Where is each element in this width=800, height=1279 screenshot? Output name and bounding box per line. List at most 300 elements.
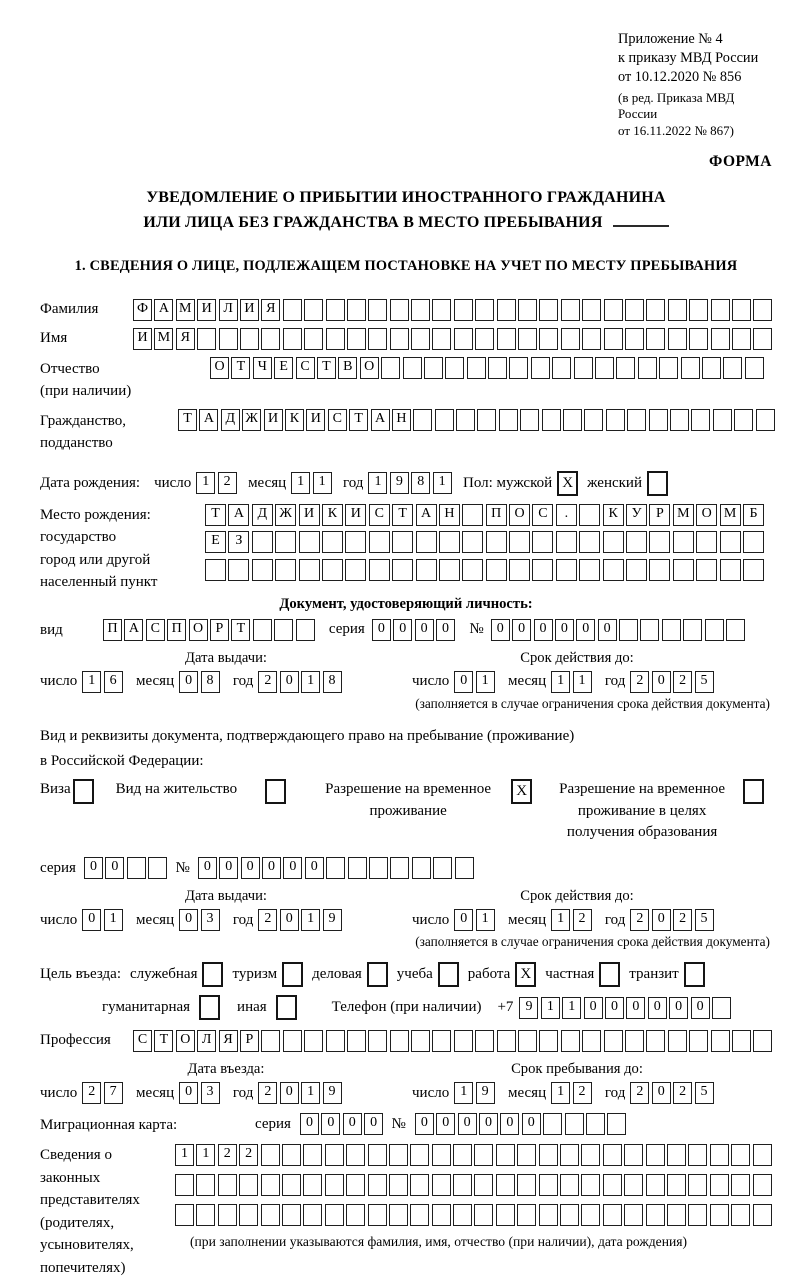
char-box[interactable]: 0 xyxy=(179,671,198,693)
char-box[interactable]: 1 xyxy=(104,909,123,931)
char-box[interactable] xyxy=(253,619,272,641)
char-box[interactable]: 2 xyxy=(673,1082,692,1104)
char-box[interactable]: К xyxy=(322,504,343,526)
char-box[interactable] xyxy=(299,531,320,553)
char-box[interactable]: 9 xyxy=(476,1082,495,1104)
purpose-study-checkbox[interactable] xyxy=(438,962,459,987)
char-box[interactable]: Б xyxy=(743,504,764,526)
char-box[interactable] xyxy=(453,1204,472,1226)
char-box[interactable] xyxy=(486,559,507,581)
char-box[interactable]: 9 xyxy=(323,909,342,931)
char-box[interactable] xyxy=(475,1030,494,1052)
char-box[interactable] xyxy=(668,299,687,321)
char-box[interactable] xyxy=(240,328,259,350)
char-box[interactable] xyxy=(556,559,577,581)
char-box[interactable] xyxy=(455,857,474,879)
purpose-tourism-checkbox[interactable] xyxy=(282,962,303,987)
char-box[interactable]: Я xyxy=(176,328,195,350)
char-box[interactable] xyxy=(711,299,730,321)
char-box[interactable] xyxy=(403,357,422,379)
char-box[interactable] xyxy=(475,299,494,321)
char-box[interactable] xyxy=(627,409,646,431)
char-box[interactable]: 0 xyxy=(534,619,553,641)
char-box[interactable] xyxy=(432,299,451,321)
char-box[interactable] xyxy=(368,328,387,350)
char-box[interactable] xyxy=(604,328,623,350)
char-box[interactable] xyxy=(681,357,700,379)
char-box[interactable] xyxy=(649,559,670,581)
char-box[interactable] xyxy=(649,531,670,553)
char-box[interactable] xyxy=(753,1204,772,1226)
char-box[interactable]: О xyxy=(210,357,229,379)
char-box[interactable] xyxy=(432,328,451,350)
char-box[interactable] xyxy=(239,1204,258,1226)
char-box[interactable]: 1 xyxy=(551,909,570,931)
char-box[interactable] xyxy=(756,409,775,431)
char-box[interactable] xyxy=(705,619,724,641)
char-box[interactable] xyxy=(175,1174,194,1196)
char-box[interactable] xyxy=(753,1174,772,1196)
char-box[interactable] xyxy=(668,328,687,350)
char-box[interactable]: Т xyxy=(392,504,413,526)
char-box[interactable]: 0 xyxy=(82,909,101,931)
char-box[interactable]: Е xyxy=(205,531,226,553)
char-box[interactable] xyxy=(542,409,561,431)
char-box[interactable] xyxy=(326,1030,345,1052)
char-box[interactable] xyxy=(389,1174,408,1196)
char-box[interactable]: У xyxy=(626,504,647,526)
char-box[interactable] xyxy=(517,1204,536,1226)
char-box[interactable] xyxy=(581,1204,600,1226)
char-box[interactable] xyxy=(689,299,708,321)
char-box[interactable] xyxy=(296,619,315,641)
char-box[interactable] xyxy=(368,299,387,321)
char-box[interactable] xyxy=(743,559,764,581)
char-box[interactable]: 0 xyxy=(283,857,302,879)
char-box[interactable] xyxy=(497,299,516,321)
char-box[interactable] xyxy=(625,1030,644,1052)
char-box[interactable]: 6 xyxy=(104,671,123,693)
char-box[interactable] xyxy=(539,1204,558,1226)
char-box[interactable]: 0 xyxy=(393,619,412,641)
char-box[interactable] xyxy=(416,531,437,553)
char-box[interactable]: 9 xyxy=(519,997,538,1019)
char-box[interactable] xyxy=(228,559,249,581)
char-box[interactable] xyxy=(432,1174,451,1196)
char-box[interactable] xyxy=(304,1030,323,1052)
char-box[interactable] xyxy=(625,328,644,350)
char-box[interactable]: Т xyxy=(231,619,250,641)
char-box[interactable] xyxy=(581,1174,600,1196)
char-box[interactable] xyxy=(304,299,323,321)
char-box[interactable]: 1 xyxy=(175,1144,194,1166)
char-box[interactable]: 2 xyxy=(82,1082,101,1104)
char-box[interactable] xyxy=(732,328,751,350)
char-box[interactable] xyxy=(710,1174,729,1196)
char-box[interactable] xyxy=(734,409,753,431)
char-box[interactable]: 0 xyxy=(576,619,595,641)
char-box[interactable] xyxy=(497,1030,516,1052)
char-box[interactable]: 0 xyxy=(605,997,624,1019)
char-box[interactable] xyxy=(595,357,614,379)
char-box[interactable]: П xyxy=(486,504,507,526)
char-box[interactable] xyxy=(579,531,600,553)
char-box[interactable]: С xyxy=(146,619,165,641)
char-box[interactable] xyxy=(299,559,320,581)
char-box[interactable]: О xyxy=(360,357,379,379)
char-box[interactable] xyxy=(688,1204,707,1226)
char-box[interactable] xyxy=(413,409,432,431)
char-box[interactable]: Л xyxy=(219,299,238,321)
char-box[interactable]: 0 xyxy=(669,997,688,1019)
char-box[interactable] xyxy=(456,409,475,431)
char-box[interactable] xyxy=(720,559,741,581)
char-box[interactable]: 1 xyxy=(82,671,101,693)
char-box[interactable] xyxy=(346,1204,365,1226)
char-box[interactable] xyxy=(732,1030,751,1052)
char-box[interactable] xyxy=(261,328,280,350)
char-box[interactable]: В xyxy=(338,357,357,379)
char-box[interactable] xyxy=(560,1204,579,1226)
char-box[interactable]: 1 xyxy=(573,671,592,693)
char-box[interactable] xyxy=(582,299,601,321)
char-box[interactable]: Т xyxy=(317,357,336,379)
char-box[interactable] xyxy=(369,857,388,879)
char-box[interactable]: 0 xyxy=(652,671,671,693)
char-box[interactable] xyxy=(252,559,273,581)
char-box[interactable] xyxy=(381,357,400,379)
char-box[interactable]: . xyxy=(556,504,577,526)
char-box[interactable] xyxy=(625,299,644,321)
char-box[interactable] xyxy=(659,357,678,379)
char-box[interactable] xyxy=(667,1174,686,1196)
char-box[interactable]: 2 xyxy=(239,1144,258,1166)
char-box[interactable]: Т xyxy=(178,409,197,431)
char-box[interactable] xyxy=(467,357,486,379)
char-box[interactable]: 0 xyxy=(415,1113,434,1135)
char-box[interactable] xyxy=(539,328,558,350)
char-box[interactable]: 0 xyxy=(262,857,281,879)
char-box[interactable] xyxy=(731,1204,750,1226)
char-box[interactable] xyxy=(218,1204,237,1226)
char-box[interactable]: 1 xyxy=(551,671,570,693)
char-box[interactable] xyxy=(561,328,580,350)
char-box[interactable]: С xyxy=(532,504,553,526)
char-box[interactable]: 3 xyxy=(201,1082,220,1104)
char-box[interactable] xyxy=(603,1204,622,1226)
char-box[interactable] xyxy=(282,1174,301,1196)
char-box[interactable] xyxy=(688,1174,707,1196)
char-box[interactable] xyxy=(624,1204,643,1226)
char-box[interactable]: 2 xyxy=(218,472,237,494)
char-box[interactable] xyxy=(662,619,681,641)
char-box[interactable] xyxy=(696,559,717,581)
char-box[interactable] xyxy=(205,559,226,581)
char-box[interactable] xyxy=(509,559,530,581)
char-box[interactable]: З xyxy=(228,531,249,553)
char-box[interactable]: 0 xyxy=(241,857,260,879)
char-box[interactable] xyxy=(454,328,473,350)
char-box[interactable] xyxy=(574,357,593,379)
char-box[interactable]: 2 xyxy=(630,671,649,693)
char-box[interactable] xyxy=(432,1030,451,1052)
char-box[interactable]: 8 xyxy=(201,671,220,693)
char-box[interactable]: И xyxy=(133,328,152,350)
char-box[interactable]: И xyxy=(264,409,283,431)
char-box[interactable] xyxy=(496,1174,515,1196)
purpose-other-checkbox[interactable] xyxy=(276,995,297,1020)
char-box[interactable] xyxy=(726,619,745,641)
char-box[interactable] xyxy=(439,531,460,553)
char-box[interactable] xyxy=(499,409,518,431)
char-box[interactable] xyxy=(392,559,413,581)
char-box[interactable] xyxy=(539,1030,558,1052)
char-box[interactable]: 0 xyxy=(321,1113,340,1135)
char-box[interactable] xyxy=(518,299,537,321)
char-box[interactable]: 1 xyxy=(562,997,581,1019)
char-box[interactable]: Я xyxy=(219,1030,238,1052)
char-box[interactable]: 2 xyxy=(630,1082,649,1104)
char-box[interactable] xyxy=(322,559,343,581)
char-box[interactable]: 0 xyxy=(458,1113,477,1135)
char-box[interactable]: 0 xyxy=(105,857,124,879)
char-box[interactable]: 0 xyxy=(598,619,617,641)
char-box[interactable]: Н xyxy=(392,409,411,431)
char-box[interactable] xyxy=(731,1174,750,1196)
char-box[interactable] xyxy=(606,409,625,431)
char-box[interactable]: 0 xyxy=(364,1113,383,1135)
char-box[interactable] xyxy=(411,299,430,321)
char-box[interactable] xyxy=(410,1204,429,1226)
char-box[interactable]: 0 xyxy=(280,1082,299,1104)
char-box[interactable]: И xyxy=(197,299,216,321)
char-box[interactable] xyxy=(275,559,296,581)
char-box[interactable] xyxy=(148,857,167,879)
char-box[interactable] xyxy=(646,1174,665,1196)
char-box[interactable]: Ф xyxy=(133,299,152,321)
char-box[interactable] xyxy=(368,1030,387,1052)
char-box[interactable]: 5 xyxy=(695,909,714,931)
char-box[interactable] xyxy=(497,328,516,350)
char-box[interactable] xyxy=(462,531,483,553)
char-box[interactable]: 1 xyxy=(196,1144,215,1166)
char-box[interactable]: 0 xyxy=(500,1113,519,1135)
char-box[interactable] xyxy=(322,531,343,553)
char-box[interactable] xyxy=(424,357,443,379)
char-box[interactable]: 0 xyxy=(280,909,299,931)
char-box[interactable] xyxy=(753,299,772,321)
char-box[interactable] xyxy=(753,1030,772,1052)
char-box[interactable] xyxy=(624,1174,643,1196)
char-box[interactable]: Ч xyxy=(253,357,272,379)
char-box[interactable] xyxy=(326,328,345,350)
char-box[interactable] xyxy=(474,1204,493,1226)
char-box[interactable]: 0 xyxy=(179,1082,198,1104)
char-box[interactable]: 0 xyxy=(648,997,667,1019)
char-box[interactable]: Н xyxy=(439,504,460,526)
char-box[interactable]: 1 xyxy=(476,909,495,931)
char-box[interactable]: 1 xyxy=(301,909,320,931)
char-box[interactable]: 2 xyxy=(573,909,592,931)
char-box[interactable]: М xyxy=(720,504,741,526)
char-box[interactable] xyxy=(283,1030,302,1052)
char-box[interactable] xyxy=(696,531,717,553)
char-box[interactable] xyxy=(325,1204,344,1226)
char-box[interactable]: 0 xyxy=(491,619,510,641)
char-box[interactable]: О xyxy=(176,1030,195,1052)
char-box[interactable] xyxy=(433,857,452,879)
char-box[interactable] xyxy=(435,409,454,431)
char-box[interactable] xyxy=(348,857,367,879)
char-box[interactable]: 2 xyxy=(673,671,692,693)
char-box[interactable] xyxy=(347,1030,366,1052)
char-box[interactable] xyxy=(369,559,390,581)
char-box[interactable]: 0 xyxy=(512,619,531,641)
char-box[interactable] xyxy=(462,559,483,581)
char-box[interactable] xyxy=(368,1204,387,1226)
char-box[interactable]: Л xyxy=(197,1030,216,1052)
char-box[interactable] xyxy=(218,1174,237,1196)
char-box[interactable] xyxy=(582,328,601,350)
char-box[interactable] xyxy=(454,1030,473,1052)
char-box[interactable] xyxy=(646,328,665,350)
char-box[interactable] xyxy=(303,1174,322,1196)
char-box[interactable] xyxy=(432,1204,451,1226)
char-box[interactable]: 0 xyxy=(522,1113,541,1135)
char-box[interactable] xyxy=(603,531,624,553)
purpose-official-checkbox[interactable] xyxy=(202,962,223,987)
char-box[interactable]: 1 xyxy=(433,472,452,494)
char-box[interactable] xyxy=(389,1204,408,1226)
char-box[interactable] xyxy=(584,409,603,431)
char-box[interactable]: М xyxy=(673,504,694,526)
char-box[interactable] xyxy=(607,1113,626,1135)
char-box[interactable] xyxy=(711,1030,730,1052)
char-box[interactable]: А xyxy=(228,504,249,526)
char-box[interactable]: 0 xyxy=(305,857,324,879)
char-box[interactable] xyxy=(616,357,635,379)
char-box[interactable]: 1 xyxy=(291,472,310,494)
char-box[interactable]: 5 xyxy=(695,1082,714,1104)
char-box[interactable] xyxy=(626,559,647,581)
char-box[interactable] xyxy=(390,299,409,321)
char-box[interactable]: Т xyxy=(231,357,250,379)
char-box[interactable]: 0 xyxy=(436,1113,455,1135)
char-box[interactable]: 0 xyxy=(584,997,603,1019)
char-box[interactable] xyxy=(539,299,558,321)
char-box[interactable] xyxy=(326,857,345,879)
char-box[interactable]: 1 xyxy=(476,671,495,693)
char-box[interactable]: 0 xyxy=(343,1113,362,1135)
char-box[interactable]: О xyxy=(509,504,530,526)
char-box[interactable] xyxy=(646,1030,665,1052)
char-box[interactable] xyxy=(390,857,409,879)
temp-residence-checkbox[interactable]: X xyxy=(511,779,532,804)
char-box[interactable]: 0 xyxy=(652,909,671,931)
char-box[interactable] xyxy=(282,1204,301,1226)
char-box[interactable] xyxy=(667,1204,686,1226)
char-box[interactable] xyxy=(720,531,741,553)
temp-residence-education-checkbox[interactable] xyxy=(743,779,764,804)
char-box[interactable] xyxy=(532,531,553,553)
purpose-transit-checkbox[interactable] xyxy=(684,962,705,987)
char-box[interactable]: 0 xyxy=(280,671,299,693)
char-box[interactable]: 2 xyxy=(258,909,277,931)
char-box[interactable]: 0 xyxy=(198,857,217,879)
char-box[interactable]: 1 xyxy=(368,472,387,494)
char-box[interactable] xyxy=(723,357,742,379)
char-box[interactable] xyxy=(345,531,366,553)
char-box[interactable]: К xyxy=(285,409,304,431)
char-box[interactable] xyxy=(175,1204,194,1226)
char-box[interactable] xyxy=(638,357,657,379)
char-box[interactable]: 1 xyxy=(301,1082,320,1104)
char-box[interactable]: 0 xyxy=(479,1113,498,1135)
char-box[interactable]: И xyxy=(299,504,320,526)
char-box[interactable]: С xyxy=(133,1030,152,1052)
char-box[interactable] xyxy=(517,1174,536,1196)
char-box[interactable]: 0 xyxy=(436,619,455,641)
char-box[interactable] xyxy=(561,299,580,321)
char-box[interactable] xyxy=(743,531,764,553)
char-box[interactable] xyxy=(518,1030,537,1052)
char-box[interactable] xyxy=(410,1174,429,1196)
sex-female-checkbox[interactable] xyxy=(647,471,668,496)
char-box[interactable]: Д xyxy=(221,409,240,431)
char-box[interactable]: 2 xyxy=(673,909,692,931)
char-box[interactable] xyxy=(219,328,238,350)
char-box[interactable]: 3 xyxy=(201,909,220,931)
char-box[interactable]: 2 xyxy=(573,1082,592,1104)
char-box[interactable] xyxy=(712,997,731,1019)
char-box[interactable] xyxy=(261,1204,280,1226)
purpose-private-checkbox[interactable] xyxy=(599,962,620,987)
char-box[interactable] xyxy=(711,328,730,350)
char-box[interactable]: 0 xyxy=(415,619,434,641)
residence-permit-checkbox[interactable] xyxy=(265,779,286,804)
char-box[interactable] xyxy=(412,857,431,879)
char-box[interactable] xyxy=(552,357,571,379)
char-box[interactable]: Е xyxy=(274,357,293,379)
char-box[interactable] xyxy=(303,1204,322,1226)
purpose-work-checkbox[interactable]: X xyxy=(515,962,536,987)
char-box[interactable]: 2 xyxy=(218,1144,237,1166)
char-box[interactable]: И xyxy=(240,299,259,321)
char-box[interactable] xyxy=(474,1174,493,1196)
char-box[interactable]: 7 xyxy=(104,1082,123,1104)
char-box[interactable] xyxy=(283,328,302,350)
char-box[interactable] xyxy=(445,357,464,379)
char-box[interactable] xyxy=(509,357,528,379)
char-box[interactable] xyxy=(369,531,390,553)
char-box[interactable] xyxy=(732,299,751,321)
char-box[interactable] xyxy=(454,299,473,321)
char-box[interactable] xyxy=(275,531,296,553)
char-box[interactable] xyxy=(603,1174,622,1196)
char-box[interactable] xyxy=(411,1030,430,1052)
char-box[interactable]: Т xyxy=(154,1030,173,1052)
char-box[interactable]: О xyxy=(189,619,208,641)
char-box[interactable]: Т xyxy=(205,504,226,526)
char-box[interactable] xyxy=(579,504,600,526)
char-box[interactable] xyxy=(603,559,624,581)
char-box[interactable]: А xyxy=(371,409,390,431)
char-box[interactable] xyxy=(673,559,694,581)
char-box[interactable]: Т xyxy=(349,409,368,431)
char-box[interactable] xyxy=(646,299,665,321)
char-box[interactable] xyxy=(453,1174,472,1196)
char-box[interactable]: 0 xyxy=(454,671,473,693)
